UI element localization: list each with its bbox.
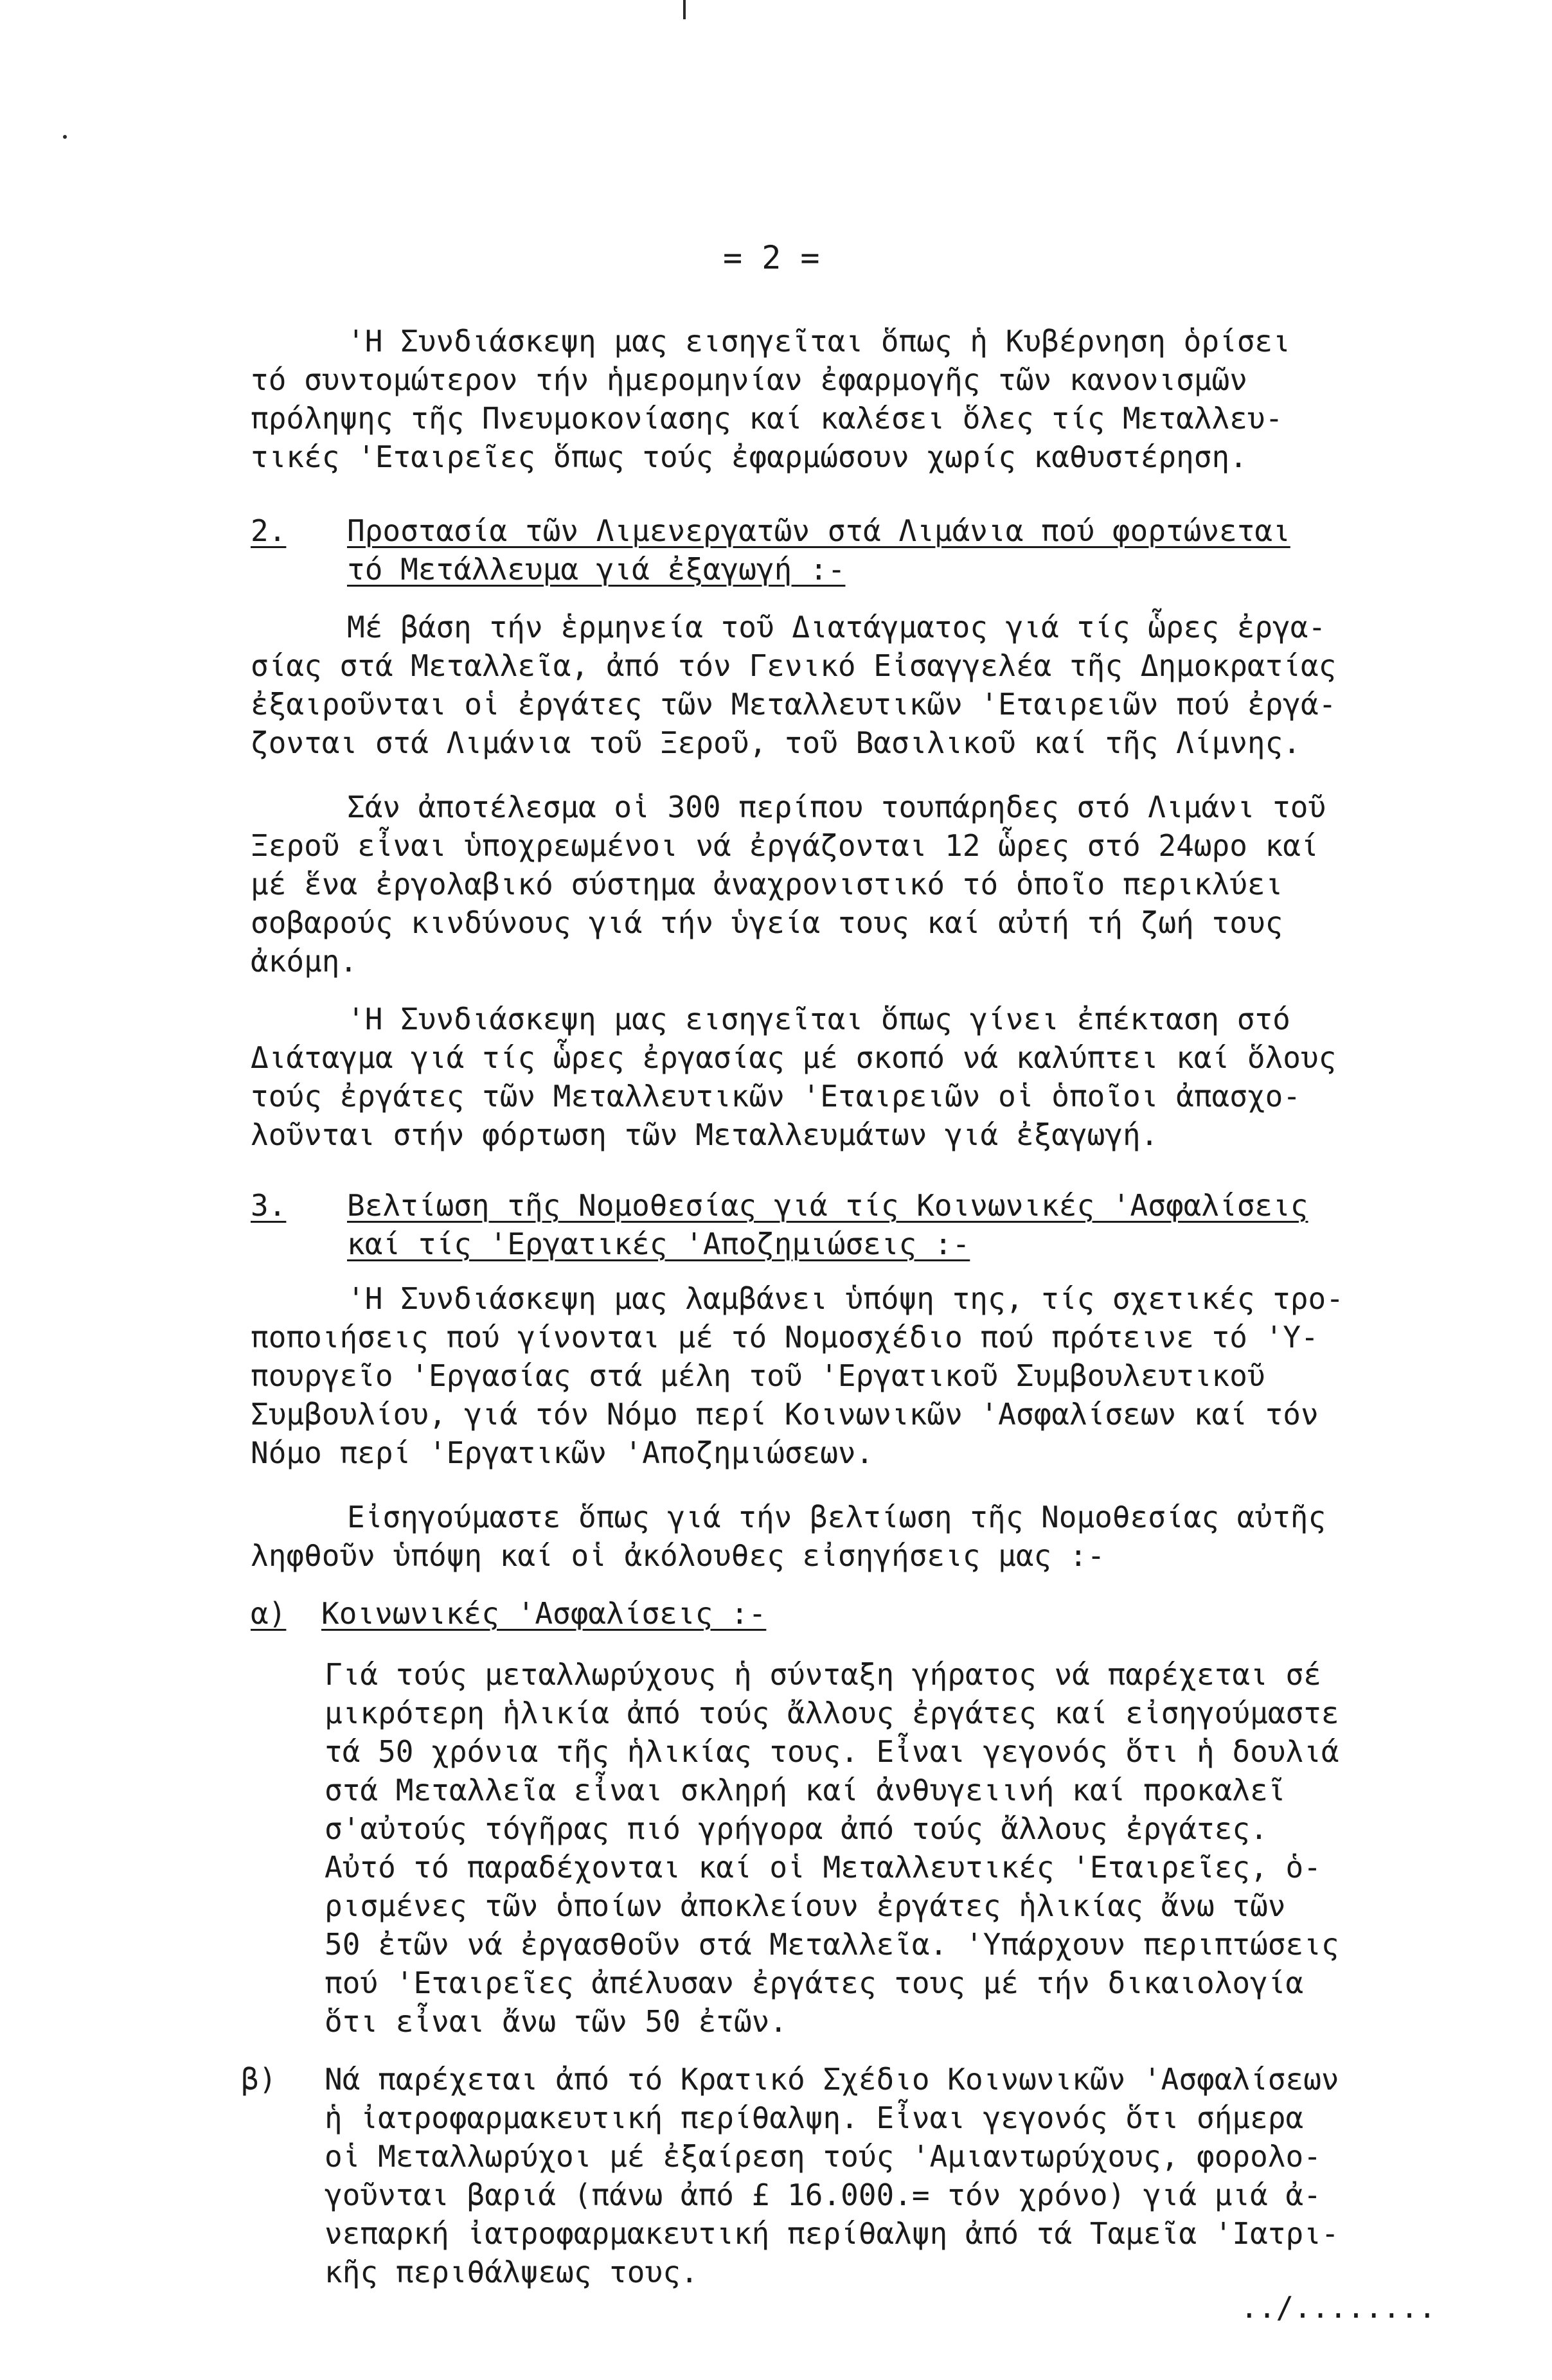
sub-a-title: Κοινωνικές 'Ασφαλίσεις :- <box>321 1596 767 1631</box>
section3-para2-line-2: ληφθοῦν ὑπόψη καί οἱ ἀκόλουθες εἰσηγήσεις μας :- <box>251 1538 1105 1573</box>
sub-a-line-6: Αὐτό τό παραδέχονται καί οἱ Μεταλλευτικές 'Εταιρεῖες, ὁ- <box>325 1850 1321 1885</box>
sub-a-line-7: ρισμένες τῶν ὁποίων ἀποκλείουν ἐργάτες ἡλικίας ἄνω τῶν <box>325 1888 1286 1923</box>
sub-b-line-4: γοῦνται βαριά (πάνω ἀπό £ 16.000.= τόν χρόνο) γιά μιά ἀ- <box>325 2178 1321 2212</box>
section2-para3-line-2: Διάταγμα γιά τίς ὧρες ἐργασίας μέ σκοπό νά καλύπτει καί ὅλους <box>251 1040 1337 1075</box>
section3-para1-line-5: Νόμο περί 'Εργατικῶν 'Αποζημιώσεων. <box>251 1435 874 1470</box>
section3-para1-line-3: πουργεῖο 'Εργασίας στά μέλη τοῦ 'Εργατικοῦ Συμβουλευτικοῦ <box>251 1358 1265 1393</box>
sub-a-line-5: σ'αὐτούς τόγῆρας πιό γρήγορα ἀπό τούς ἄλλους ἐργάτες. <box>325 1811 1268 1846</box>
sub-a-line-4: στά Μεταλλεῖα εἶναι σκληρή καί ἀνθυγειινή καί προκαλεῖ <box>325 1773 1286 1807</box>
section3-number: 3. <box>251 1188 287 1223</box>
page-number: = 2 = <box>723 239 820 276</box>
sub-b-line-2: ἡ ἰατροφαρμακευτική περίθαλψη. Εἶναι γεγονός ὅτι σήμερα <box>325 2100 1304 2135</box>
section2-title-line-2: τό Μετάλλευμα γιά ἐξαγωγή :- <box>347 552 846 587</box>
sub-b-label: β) <box>241 2062 277 2097</box>
section2-para1-line-2: σίας στά Μεταλλεῖα, ἀπό τόν Γενικό Εἰσαγγελέα τῆς Δημοκρατίας <box>251 648 1337 683</box>
sub-a-line-8: 50 ἐτῶν νά ἐργασθοῦν στά Μεταλλεῖα. 'Υπάρχουν περιπτώσεις <box>325 1927 1339 1962</box>
section3-title-line-1: Βελτίωση τῆς Νομοθεσίας γιά τίς Κοινωνικές 'Ασφαλίσεις <box>347 1188 1308 1223</box>
sub-b-line-3: οἱ Μεταλλωρύχοι μέ ἐξαίρεση τούς 'Αμιαντωρύχους, φορολο- <box>325 2139 1321 2174</box>
section2-para1-line-3: ἐξαιροῦνται οἱ ἐργάτες τῶν Μεταλλευτικῶν 'Εταιρειῶν πού ἐργά- <box>251 687 1337 722</box>
scan-mark-top <box>683 0 686 19</box>
section2-para2-line-1: Σάν ἀποτέλεσμα οἱ 300 περίπου τουπάρηδες στό Λιμάνι τοῦ <box>347 790 1326 824</box>
sub-a-line-3: τά 50 χρόνια τῆς ἡλικίας τους. Εἶναι γεγονός ὅτι ἡ δουλιά <box>325 1734 1339 1769</box>
intro-line-3: πρόληψης τῆς Πνευμοκονίασης καί καλέσει ὅλες τίς Μεταλλευ- <box>251 401 1283 436</box>
section2-para2-line-3: μέ ἕνα ἐργολαβικό σύστημα ἀναχρονιστικό τό ὁποῖο περικλύει <box>251 867 1283 901</box>
section3-title-line-2: καί τίς 'Εργατικές 'Αποζημιώσεις :- <box>347 1227 970 1261</box>
sub-b-line-5: νεπαρκή ἰατροφαρμακευτική περίθαλψη ἀπό τά Ταμεῖα 'Ιατρι- <box>325 2216 1339 2251</box>
section2-para3-line-3: τούς ἐργάτες τῶν Μεταλλευτικῶν 'Εταιρειῶν οἱ ὁποῖοι ἀπασχο- <box>251 1079 1301 1114</box>
sub-b-line-6: κῆς περιθάλψεως τους. <box>325 2255 699 2289</box>
section2-number: 2. <box>251 513 287 548</box>
sub-a-line-1: Γιά τούς μεταλλωρύχους ἡ σύνταξη γήρατος νά παρέχεται σέ <box>325 1657 1321 1692</box>
section3-para2-line-1: Εἰσηγούμαστε ὅπως γιά τήν βελτίωση τῆς Νομοθεσίας αὐτῆς <box>347 1500 1326 1534</box>
section2-para1-line-1: Μέ βάση τήν ἑρμηνεία τοῦ Διατάγματος γιά τίς ὧρες ἐργα- <box>347 610 1326 644</box>
sub-a-line-2: μικρότερη ἡλικία ἀπό τούς ἄλλους ἐργάτες καί εἰσηγούμαστε <box>325 1696 1339 1730</box>
intro-line-2: τό συντομώτερον τήν ἡμερομηνίαν ἐφαρμογῆς τῶν κανονισμῶν <box>251 362 1247 397</box>
continuation-marker: ../........ <box>1240 2290 1436 2325</box>
sub-a-line-10: ὅτι εἶναι ἄνω τῶν 50 ἐτῶν. <box>325 2004 788 2039</box>
section2-title-line-1: Προστασία τῶν Λιμενεργατῶν στά Λιμάνια πού φορτώνεται <box>347 513 1290 548</box>
section2-para2-line-2: Ξεροῦ εἶναι ὑποχρεωμένοι νά ἐργάζονται 12 ὧρες στό 24ωρο καί <box>251 828 1319 863</box>
section2-para3-line-4: λοῦνται στήν φόρτωση τῶν Μεταλλευμάτων γιά ἐξαγωγή. <box>251 1117 1159 1152</box>
section3-para1-line-2: ποποιήσεις πού γίνονται μέ τό Νομοσχέδιο πού πρότεινε τό 'Υ- <box>251 1320 1319 1354</box>
sub-a-label: α) <box>251 1596 287 1631</box>
sub-b-line-1: Νά παρέχεται ἀπό τό Κρατικό Σχέδιο Κοινωνικῶν 'Ασφαλίσεων <box>325 2062 1339 2097</box>
section2-para2-line-4: σοβαρούς κινδύνους γιά τήν ὑγεία τους καί αὐτή τή ζωή τους <box>251 905 1283 940</box>
section3-para1-line-1: 'Η Συνδιάσκεψη μας λαμβάνει ὑπόψη της, τίς σχετικές τρο- <box>347 1281 1344 1316</box>
sub-a-line-9: πού 'Εταιρεῖες ἀπέλυσαν ἐργάτες τους μέ τήν δικαιολογία <box>325 1966 1304 2000</box>
section2-para1-line-4: ζονται στά Λιμάνια τοῦ Ξεροῦ, τοῦ Βασιλικοῦ καί τῆς Λίμνης. <box>251 725 1301 760</box>
intro-line-1: 'Η Συνδιάσκεψη μας εισηγεῖται ὅπως ἡ Κυβέρνηση ὁρίσει <box>347 324 1290 359</box>
intro-line-4: τικές 'Εταιρεῖες ὅπως τούς ἐφαρμώσουν χωρίς καθυστέρηση. <box>251 440 1247 474</box>
section2-para2-line-5: ἀκόμη. <box>251 944 358 979</box>
section3-para1-line-4: Συμβουλίου, γιά τόν Νόμο περί Κοινωνικῶν 'Ασφαλίσεων καί τόν <box>251 1397 1319 1432</box>
section2-para3-line-1: 'Η Συνδιάσκεψη μας εισηγεῖται ὅπως γίνει ἐπέκταση στό <box>347 1002 1290 1036</box>
scan-mark-left <box>63 135 67 139</box>
